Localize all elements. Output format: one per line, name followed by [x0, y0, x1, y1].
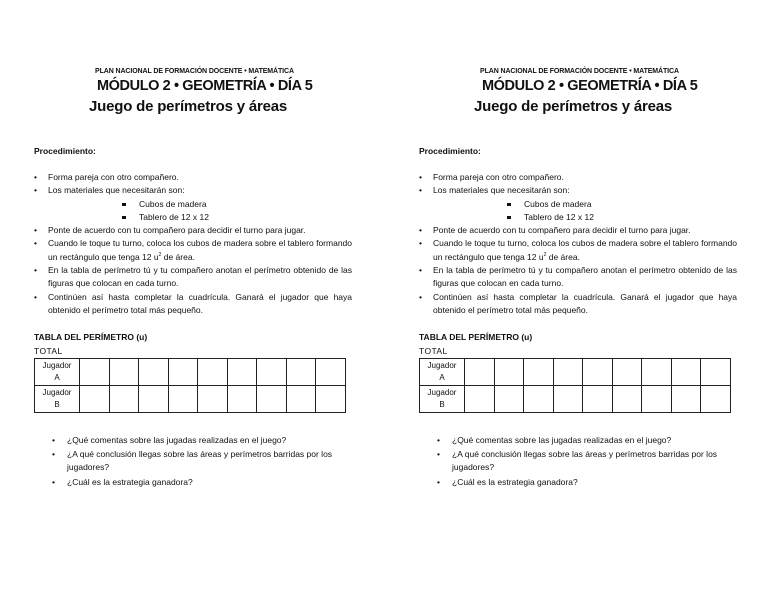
table-cell[interactable]	[257, 359, 287, 386]
bullet: •	[419, 225, 422, 236]
question-item: • ¿A qué conclusión llegas sobre las áreas y perímetros barridas por los jugadores?	[437, 449, 718, 473]
table-cell[interactable]	[494, 359, 524, 386]
table-row	[420, 386, 731, 413]
step-item: • Los materiales que necesitarán son:	[34, 184, 352, 197]
question-item: • ¿Cuál es la estrategia ganadora?	[52, 476, 352, 489]
step-item: • Continúen así hasta completar la cuadrícula. Ganará el jugador que haya obtenido el perímetro total más pequeño.	[34, 291, 352, 315]
bullet: •	[34, 291, 37, 302]
table-cell[interactable]	[612, 386, 642, 413]
bullet: •	[34, 172, 37, 182]
question-item: • ¿Qué comentas sobre las jugadas realizadas en el juego?	[437, 434, 737, 447]
step-item: • Cuando le toque tu turno, coloca los cubos de madera sobre el tablero formando un rectángulo que tenga 12 $u^2$ de área.	[419, 238, 737, 262]
bullet: •	[419, 172, 422, 182]
module-title: MÓDULO 2 • GEOMETRÍA • DÍA 5	[482, 78, 698, 94]
material-item: Tablero de 12 x 12	[419, 211, 737, 224]
table-cell[interactable]	[227, 386, 257, 413]
player-a-label: Jugador A	[420, 359, 465, 386]
material-item: Tablero de 12 x 12	[34, 211, 352, 224]
table-title: TABLA DEL PERÍMETRO (u)	[34, 332, 148, 342]
table-cell[interactable]	[465, 359, 495, 386]
question-item: • ¿Cuál es la estrategia ganadora?	[437, 476, 737, 489]
table-cell[interactable]	[701, 359, 731, 386]
square-bullet-icon	[507, 203, 511, 207]
table-row	[35, 386, 346, 413]
table-cell[interactable]	[257, 386, 287, 413]
table-cell[interactable]	[198, 359, 228, 386]
procedure-heading: Procedimiento:	[34, 146, 96, 156]
step-item: • Ponte de acuerdo con tu compañero para decidir el turno para jugar.	[34, 224, 352, 237]
worksheet-right	[385, 0, 768, 594]
table-cell[interactable]	[168, 359, 198, 386]
table-cell[interactable]	[80, 386, 110, 413]
table-cell[interactable]	[642, 359, 672, 386]
bullet: •	[34, 225, 37, 236]
procedure-heading: Procedimiento:	[419, 146, 481, 156]
program-supertitle: PLAN NACIONAL DE FORMACIÓN DOCENTE • MATEMÁTICA	[480, 68, 679, 75]
step-item: • En la tabla de perímetro tú y tu compañero anotan el perímetro obtenido de las figuras que colocan en cada turno.	[419, 265, 737, 289]
table-cell[interactable]	[524, 386, 554, 413]
table-cell[interactable]	[316, 359, 346, 386]
bullet: •	[437, 435, 440, 445]
table-cell[interactable]	[671, 359, 701, 386]
procedure-steps	[419, 171, 737, 317]
table-cell[interactable]	[671, 386, 701, 413]
player-a-label: Jugador A	[35, 359, 80, 386]
program-supertitle: PLAN NACIONAL DE FORMACIÓN DOCENTE • MATEMÁTICA	[95, 68, 294, 75]
bullet: •	[52, 435, 55, 445]
bullet: •	[34, 265, 37, 276]
material-item: Cubos de madera	[419, 198, 737, 211]
table-cell[interactable]	[286, 386, 316, 413]
bullet: •	[419, 185, 422, 196]
table-cell[interactable]	[227, 359, 257, 386]
perimeter-table	[34, 358, 346, 413]
module-title: MÓDULO 2 • GEOMETRÍA • DÍA 5	[97, 78, 313, 94]
player-b-label: Jugador B	[420, 386, 465, 413]
square-bullet-icon	[122, 203, 126, 207]
table-cell[interactable]	[139, 359, 169, 386]
bullet: •	[34, 238, 37, 249]
table-cell[interactable]	[286, 359, 316, 386]
table-cell[interactable]	[316, 386, 346, 413]
bullet: •	[34, 185, 37, 196]
table-cell[interactable]	[553, 386, 583, 413]
step-item: • Cuando le toque tu turno, coloca los cubos de madera sobre el tablero formando un rectángulo que tenga 12 $u^2$ de área.	[34, 238, 352, 262]
step-item: • Forma pareja con otro compañero.	[419, 171, 737, 184]
bullet: •	[437, 449, 440, 460]
table-row	[420, 359, 731, 386]
bullet: •	[52, 476, 55, 487]
table-cell[interactable]	[524, 359, 554, 386]
table-cell[interactable]	[553, 359, 583, 386]
procedure-steps	[34, 171, 352, 317]
table-cell[interactable]	[198, 386, 228, 413]
table-row	[35, 359, 346, 386]
table-cell[interactable]	[465, 386, 495, 413]
bullet: •	[419, 265, 422, 276]
square-bullet-icon	[122, 216, 126, 220]
table-cell[interactable]	[109, 386, 139, 413]
table-cell[interactable]	[642, 386, 672, 413]
activity-title: Juego de perímetros y áreas	[474, 98, 673, 115]
activity-title: Juego de perímetros y áreas	[89, 98, 288, 115]
total-label: TOTAL	[419, 346, 448, 356]
table-cell[interactable]	[109, 359, 139, 386]
table-cell[interactable]	[701, 386, 731, 413]
table-cell[interactable]	[583, 386, 613, 413]
step-item: • Ponte de acuerdo con tu compañero para decidir el turno para jugar.	[419, 224, 737, 237]
step-item: • En la tabla de perímetro tú y tu compañero anotan el perímetro obtenido de las figuras que colocan en cada turno.	[34, 265, 352, 289]
perimeter-table	[419, 358, 731, 413]
material-item: Cubos de madera	[34, 198, 352, 211]
question-item: • ¿A qué conclusión llegas sobre las áreas y perímetros barridas por los jugadores?	[52, 449, 333, 473]
reflection-questions	[52, 434, 352, 490]
step-item: • Forma pareja con otro compañero.	[34, 171, 352, 184]
question-item: • ¿Qué comentas sobre las jugadas realizadas en el juego?	[52, 434, 352, 447]
table-cell[interactable]	[80, 359, 110, 386]
step-item: • Los materiales que necesitarán son:	[419, 184, 737, 197]
table-cell[interactable]	[583, 359, 613, 386]
player-b-label: Jugador B	[35, 386, 80, 413]
table-cell[interactable]	[168, 386, 198, 413]
bullet: •	[52, 449, 55, 460]
table-cell[interactable]	[139, 386, 169, 413]
step-item: • Continúen así hasta completar la cuadrícula. Ganará el jugador que haya obtenido el perímetro total más pequeño.	[419, 291, 737, 315]
table-cell[interactable]	[494, 386, 524, 413]
bullet: •	[419, 238, 422, 249]
square-bullet-icon	[507, 216, 511, 220]
total-label: TOTAL	[34, 346, 63, 356]
table-cell[interactable]	[612, 359, 642, 386]
table-title: TABLA DEL PERÍMETRO (u)	[419, 332, 533, 342]
reflection-questions	[437, 434, 737, 490]
bullet: •	[419, 291, 422, 302]
bullet: •	[437, 476, 440, 487]
